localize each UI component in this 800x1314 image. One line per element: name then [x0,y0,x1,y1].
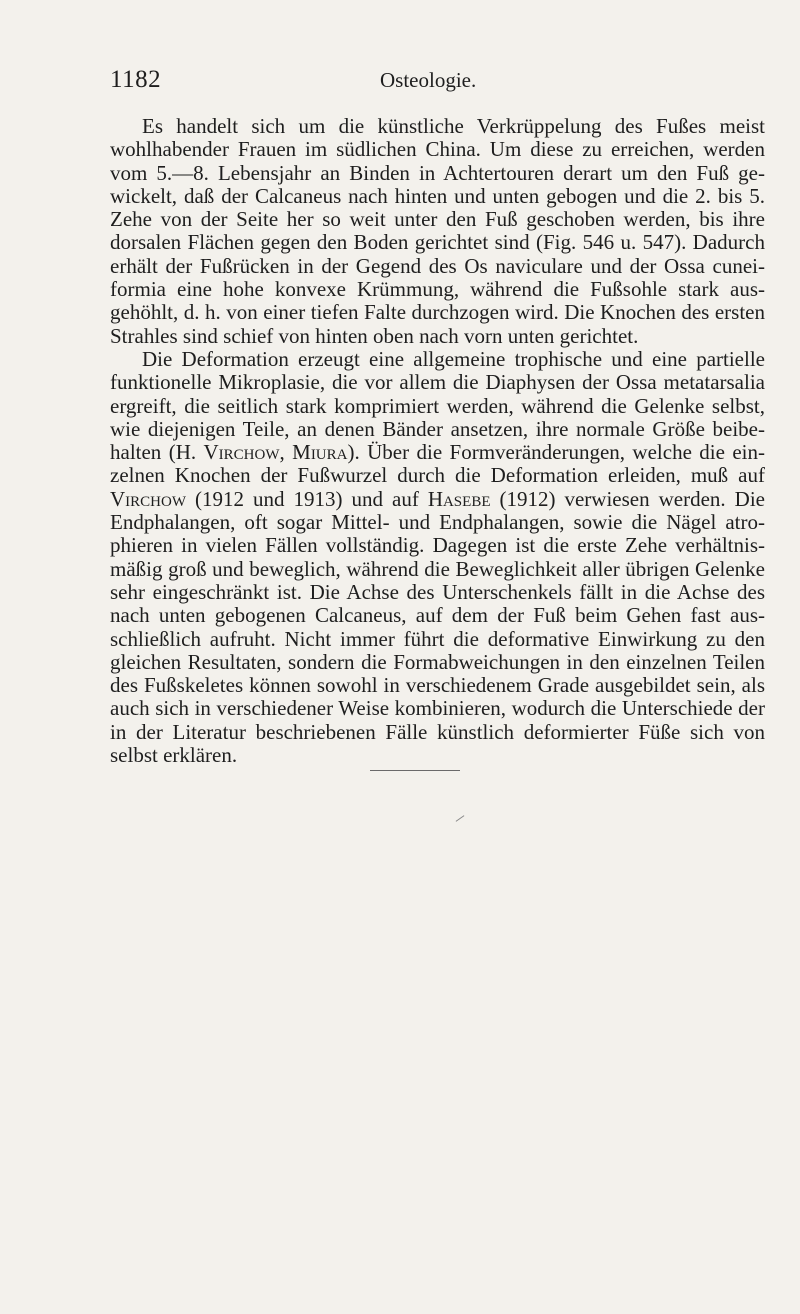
page-header [110,66,710,96]
paragraph [110,115,765,348]
text-run: Es handelt sich um die künstliche Verkrüppelung des Fußes meist wohlhabender Frauen im südlichen China. Um diese zu erreichen, werden vom 5.—8. Lebensjahr an Binden in Achtertouren derart um den Fuß gewickelt, daß der Calcaneus nach hinten und unten gebogen und die 2. bis 5. Zehe von der Seite her so weit unter den Fuß geschoben werden, bis ihre dorsalen Flächen gegen den Boden gerichtet sind (Fig. 546 u. 547). Dadurch erhält der Fußrücken in der Gegend des Os naviculare und der Ossa cuneiformia eine hohe konvexe Krümmung, während die Fußsohle stark ausgehöhlt, d. h. von einer tiefen Falte durchzogen wird. Die Knochen des ersten Strahles sind schief von hinten oben nach vorn unten gerichtet. [110,114,765,348]
print-speck [456,815,465,822]
author-name: Hasebe [427,486,491,511]
page-number: 1182 [110,66,162,93]
text-run: (1912) verwiesen werden. Die Endphalangen, oft sogar Mittel- und Endphalangen, sowie die Nägel atrophieren in vielen Fällen vollständig. Dagegen ist die erste Zehe verhältnismäßig groß und beweglich, während die Beweglichkeit aller übrigen Gelenke sehr eingeschränkt ist. Die Achse des Unterschenkels fällt in die Achse des nach unten gebogenen Calcaneus, auf dem der Fuß beim Gehen fast ausschließlich aufruht. Nicht immer führt die deformative Einwirkung zu den gleichen Resultaten, sondern die Formabweichungen in den einzelnen Teilen des Fußskeletes können sowohl in verschiedenem Grade ausgebildet sein, als auch sich in verschiedener Weise kombinieren, wodurch die Unterschiede der in der Literatur beschriebenen Fälle künstlich deformierter Füße sich von selbst erklären. [110,486,765,768]
author-name: Virchow [203,440,280,465]
section-end-rule [370,770,460,771]
text-run: , [279,440,293,465]
running-title: Osteologie. [380,68,477,92]
text-run: ). Über die Formveränderungen, welche die einzelnen Knochen der Fußwurzel durch die Deformation erleiden, muß auf [110,440,765,488]
text-run: Die Deformation erzeugt eine allgemeine trophische und eine partielle funktionelle Mikroplasie, die vor allem die Diaphysen der Ossa metatarsalia ergreift, die seitlich stark komprimiert werden, während die Gelenke selbst, wie diejenigen Teile, an denen Bänder ansetzen, ihre normale Größe beibehalten (H. [110,346,765,465]
text-run: (1912 und 1913) und auf [186,486,428,511]
body-text [110,115,765,767]
paragraph [110,348,765,767]
author-name: Virchow [110,486,186,511]
author-name: Miura [292,440,348,465]
